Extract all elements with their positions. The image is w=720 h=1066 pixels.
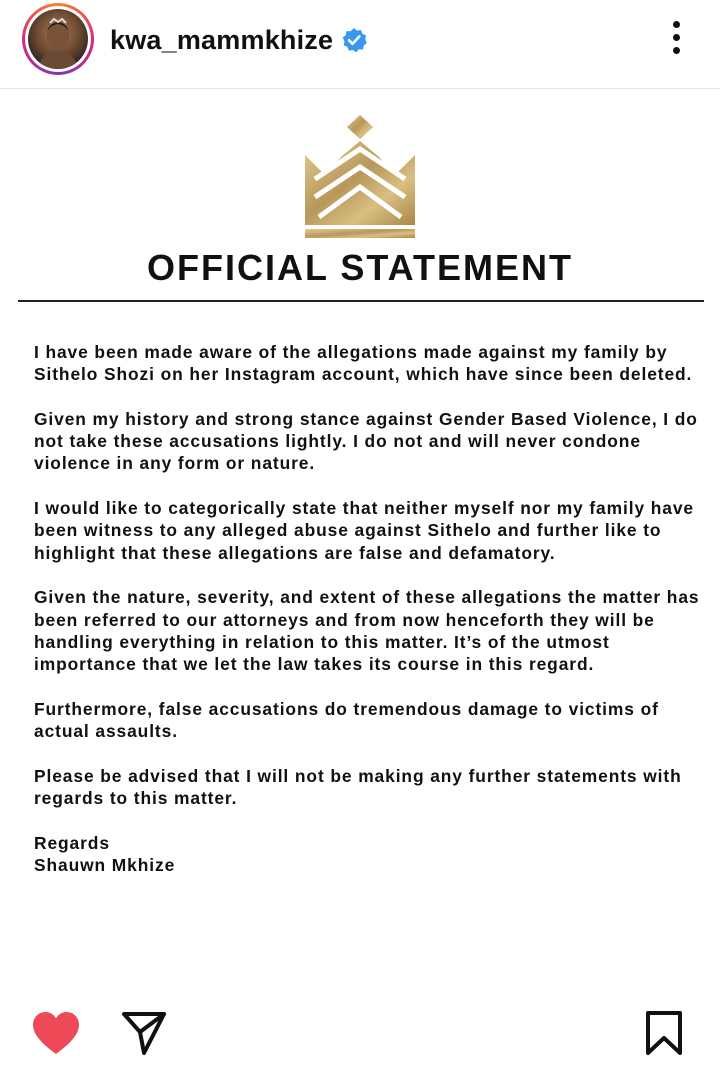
statement-paragraph: I have been made aware of the allegations made against my family by Sithelo Shozi on her Instagram account, which have since been deleted. bbox=[34, 342, 693, 385]
gold-crown-logo-icon bbox=[301, 113, 419, 241]
post-action-bar bbox=[0, 990, 720, 1066]
statement-paragraph: Please be advised that I will not be making any further statements with regards to this matter. bbox=[34, 765, 682, 808]
avatar-image bbox=[28, 9, 88, 69]
statement-signature: Shauwn Mkhize bbox=[34, 854, 176, 875]
more-options-icon[interactable] bbox=[662, 18, 692, 58]
statement-paragraph: Given my history and strong stance against Gender Based Violence, I do not take these accusations lightly. I do not and will never condone violence in any form or nature. bbox=[34, 408, 698, 474]
statement-paragraph: Furthermore, false accusations do tremendous damage to victims of actual assaults. bbox=[34, 698, 659, 742]
avatar-border bbox=[25, 6, 91, 72]
avatar[interactable] bbox=[22, 3, 94, 75]
post-image bbox=[0, 89, 720, 989]
heart-icon[interactable] bbox=[30, 1010, 82, 1056]
username-row bbox=[110, 18, 367, 62]
title-divider bbox=[18, 300, 704, 302]
avatar-portrait-icon bbox=[28, 9, 88, 69]
bookmark-icon[interactable] bbox=[644, 1010, 684, 1056]
statement-paragraph: Given the nature, severity, and extent of these allegations the matter has been referred to our attorneys and from now henceforth they will be handling everything in relation to this matter. It’s of the utmost importance that we let the law takes its course in this regard. bbox=[34, 587, 700, 675]
username-link[interactable]: kwa_mammkhize bbox=[110, 24, 334, 55]
paper-plane-icon[interactable] bbox=[120, 1010, 168, 1056]
post-header bbox=[0, 0, 720, 89]
statement-closing: Regards bbox=[34, 832, 110, 853]
statement-title: OFFICIAL STATEMENT bbox=[147, 247, 573, 288]
statement-body bbox=[34, 341, 704, 876]
verified-badge-icon bbox=[341, 27, 367, 53]
statement-paragraph: I would like to categorically state that neither myself nor my family have been witness to any alleged abuse against Sithelo and further like to highlight that these allegations are false and defamatory. bbox=[34, 498, 694, 563]
